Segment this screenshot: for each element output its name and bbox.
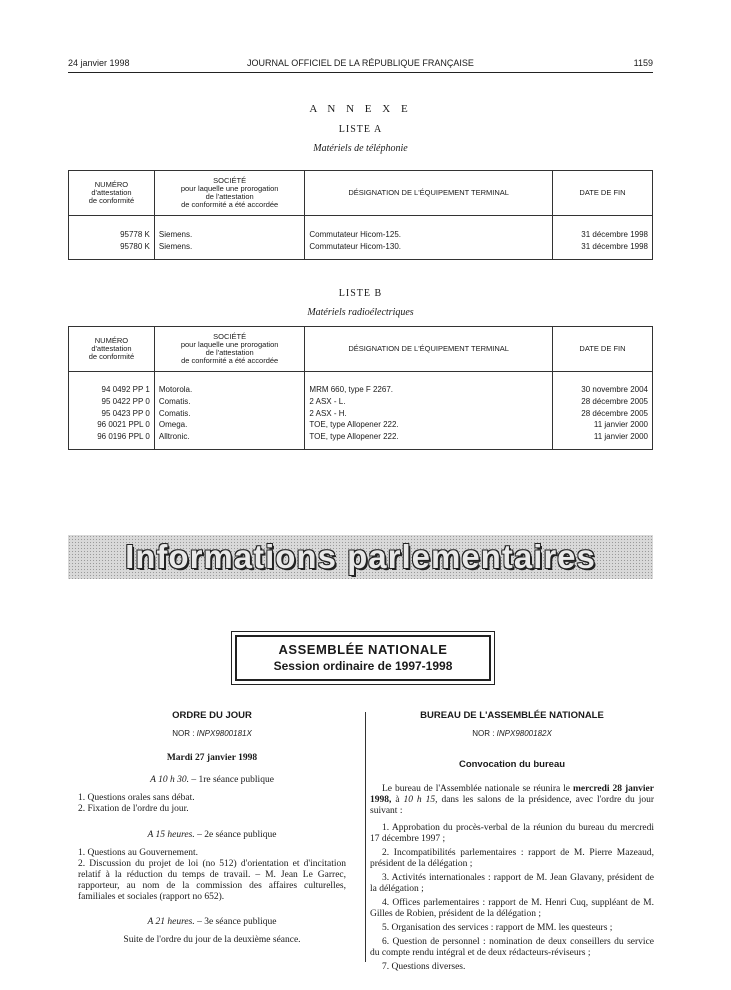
col-header-number: NUMÉRO d'attestation de conformité bbox=[69, 171, 155, 216]
cell-designation: MRM 660, type F 2267. bbox=[305, 384, 553, 396]
session-3-text: Suite de l'ordre du jour de la deuxième séance. bbox=[123, 935, 301, 945]
header-rule bbox=[68, 72, 653, 73]
bureau-item: 7. Questions diverses. bbox=[382, 962, 466, 972]
agenda-column bbox=[78, 710, 346, 946]
cell-company: Comatis. bbox=[154, 407, 305, 419]
intro-text: Le bureau de l'Assemblée nationale se réunira le bbox=[382, 784, 573, 794]
session-2-label: – 2e séance publique bbox=[194, 830, 277, 840]
banner-title: Informations parlementaires bbox=[125, 538, 596, 575]
bureau-item: 5. Organisation des services : rapport de MM. les questeurs ; bbox=[382, 923, 613, 933]
column-divider bbox=[365, 712, 366, 962]
bureau-items bbox=[370, 823, 654, 973]
bureau-column bbox=[370, 710, 654, 973]
session-1-items bbox=[78, 793, 346, 815]
agenda-item: 1. Questions au Gouvernement. bbox=[78, 848, 199, 858]
table-row bbox=[69, 396, 653, 408]
table-row bbox=[69, 240, 653, 259]
session-2-items bbox=[78, 848, 346, 903]
intro-date: mercredi 28 janvier 1998, bbox=[370, 784, 654, 805]
page-header bbox=[68, 58, 653, 72]
cell-company: Omega. bbox=[154, 419, 305, 431]
session-2-heading bbox=[78, 830, 346, 841]
nor-code: INPX9800182X bbox=[496, 729, 552, 738]
session-3-label: – 3e séance publique bbox=[194, 917, 277, 927]
assembly-box bbox=[235, 635, 491, 681]
section-banner bbox=[68, 535, 653, 579]
session-2-time: A 15 heures. bbox=[147, 830, 195, 840]
col-header-designation: DÉSIGNATION DE L'ÉQUIPEMENT TERMINAL bbox=[305, 171, 553, 216]
bureau-item: 2. Incompatibilités parlementaires : rapport de M. Pierre Mazeaud, président de la délégation ; bbox=[370, 848, 654, 869]
list-a-label: LISTE A bbox=[338, 124, 383, 135]
cell-number: 95 0422 PP 0 bbox=[69, 396, 155, 408]
table-row bbox=[69, 228, 653, 240]
session-1-time: A 10 h 30. bbox=[150, 775, 189, 785]
col-header-company: SOCIÉTÉ pour laquelle une prorogation de l'attestation de conformité a été accordée bbox=[154, 171, 305, 216]
list-a-subtitle: Matériels de téléphonie bbox=[313, 143, 408, 154]
agenda-item: 2. Fixation de l'ordre du jour. bbox=[78, 804, 189, 814]
nor-code: INPX9800181X bbox=[196, 729, 252, 738]
bureau-item: 3. Activités internationales : rapport de M. Jean Glavany, président de la délégation ; bbox=[370, 873, 654, 894]
cell-end-date: 11 janvier 2000 bbox=[552, 431, 652, 449]
agenda-item: 1. Questions orales sans débat. bbox=[78, 793, 195, 803]
list-b-subtitle: Matériels radioélectriques bbox=[307, 307, 414, 318]
cell-number: 95 0423 PP 0 bbox=[69, 407, 155, 419]
cell-company: Comatis. bbox=[154, 396, 305, 408]
cell-designation: 2 ASX - L. bbox=[305, 396, 553, 408]
cell-designation: 2 ASX - H. bbox=[305, 407, 553, 419]
convocation-intro bbox=[370, 784, 654, 817]
table-row bbox=[69, 419, 653, 431]
cell-end-date: 30 novembre 2004 bbox=[552, 384, 652, 396]
cell-designation: TOE, type Allopener 222. bbox=[305, 431, 553, 449]
list-a-table bbox=[68, 170, 653, 260]
bureau-item: 6. Question de personnel : nomination de deux conseillers du service du compte rendu intégral et de deux rédacteurs-réviseurs ; bbox=[370, 937, 654, 958]
table-row bbox=[69, 431, 653, 449]
session-3-heading bbox=[78, 917, 346, 928]
agenda-item: 2. Discussion du projet de loi (no 512) d'orientation et d'incitation relatif à la réduction du temps de travail. – M. Jean Le Garrec, rapporteur, au nom de la commission des affaires culturelles, familiales et sociales (rapport no 652). bbox=[78, 859, 346, 902]
table-row bbox=[69, 384, 653, 396]
header-journal-title: JOURNAL OFFICIEL DE LA RÉPUBLIQUE FRANÇAISE bbox=[247, 58, 474, 68]
col-header-end-date: DATE DE FIN bbox=[552, 171, 652, 216]
col-header-number: NUMÉRO d'attestation de conformité bbox=[69, 327, 155, 372]
col-header-company: SOCIÉTÉ pour laquelle une prorogation de l'attestation de conformité a été accordée bbox=[154, 327, 305, 372]
cell-number: 95778 K bbox=[69, 228, 155, 240]
cell-company: Siemens. bbox=[154, 228, 305, 240]
list-b-table bbox=[68, 326, 653, 450]
bureau-title: BUREAU DE L'ASSEMBLÉE NATIONALE bbox=[420, 710, 604, 721]
cell-end-date: 31 décembre 1998 bbox=[552, 228, 652, 240]
cell-number: 96 0021 PPL 0 bbox=[69, 419, 155, 431]
session-3-time: A 21 heures. bbox=[147, 917, 195, 927]
convocation-title: Convocation du bureau bbox=[458, 759, 566, 770]
header-date: 24 janvier 1998 bbox=[68, 58, 130, 68]
assembly-session: Session ordinaire de 1997-1998 bbox=[273, 659, 453, 673]
nor-prefix: NOR : bbox=[472, 729, 495, 738]
cell-designation: Commutateur Hicom-125. bbox=[305, 228, 553, 240]
agenda-date: Mardi 27 janvier 1998 bbox=[166, 753, 258, 763]
cell-end-date: 31 décembre 1998 bbox=[552, 240, 652, 259]
cell-designation: Commutateur Hicom-130. bbox=[305, 240, 553, 259]
cell-end-date: 28 décembre 2005 bbox=[552, 396, 652, 408]
cell-company: Alltronic. bbox=[154, 431, 305, 449]
cell-designation: TOE, type Allopener 222. bbox=[305, 419, 553, 431]
cell-end-date: 28 décembre 2005 bbox=[552, 407, 652, 419]
header-page-number: 1159 bbox=[633, 58, 653, 68]
cell-number: 95780 K bbox=[69, 240, 155, 259]
intro-time: 10 h 15, bbox=[403, 795, 438, 805]
bureau-nor bbox=[370, 728, 654, 739]
cell-number: 96 0196 PPL 0 bbox=[69, 431, 155, 449]
list-b-label: LISTE B bbox=[338, 288, 383, 299]
cell-company: Motorola. bbox=[154, 384, 305, 396]
cell-number: 94 0492 PP 1 bbox=[69, 384, 155, 396]
agenda-nor bbox=[78, 728, 346, 739]
bureau-item: 1. Approbation du procès-verbal de la réunion du bureau du mercredi 17 décembre 1997 ; bbox=[370, 823, 654, 844]
session-1-heading bbox=[78, 775, 346, 786]
intro-text: à bbox=[391, 795, 404, 805]
cell-company: Siemens. bbox=[154, 240, 305, 259]
assembly-name: ASSEMBLÉE NATIONALE bbox=[278, 642, 448, 657]
col-header-end-date: DATE DE FIN bbox=[552, 327, 652, 372]
agenda-title: ORDRE DU JOUR bbox=[172, 710, 252, 721]
cell-end-date: 11 janvier 2000 bbox=[552, 419, 652, 431]
annex-title: A N N E X E bbox=[309, 103, 412, 115]
col-header-designation: DÉSIGNATION DE L'ÉQUIPEMENT TERMINAL bbox=[305, 327, 553, 372]
bureau-item: 4. Offices parlementaires : rapport de M. Henri Cuq, suppléant de M. Gilles de Robien, président de la délégation ; bbox=[370, 898, 654, 919]
session-1-label: – 1re séance publique bbox=[188, 775, 274, 785]
intro-text: dans les salons de la présidence, avec l'ordre du jour suivant : bbox=[370, 795, 655, 816]
nor-prefix: NOR : bbox=[172, 729, 195, 738]
table-row bbox=[69, 407, 653, 419]
